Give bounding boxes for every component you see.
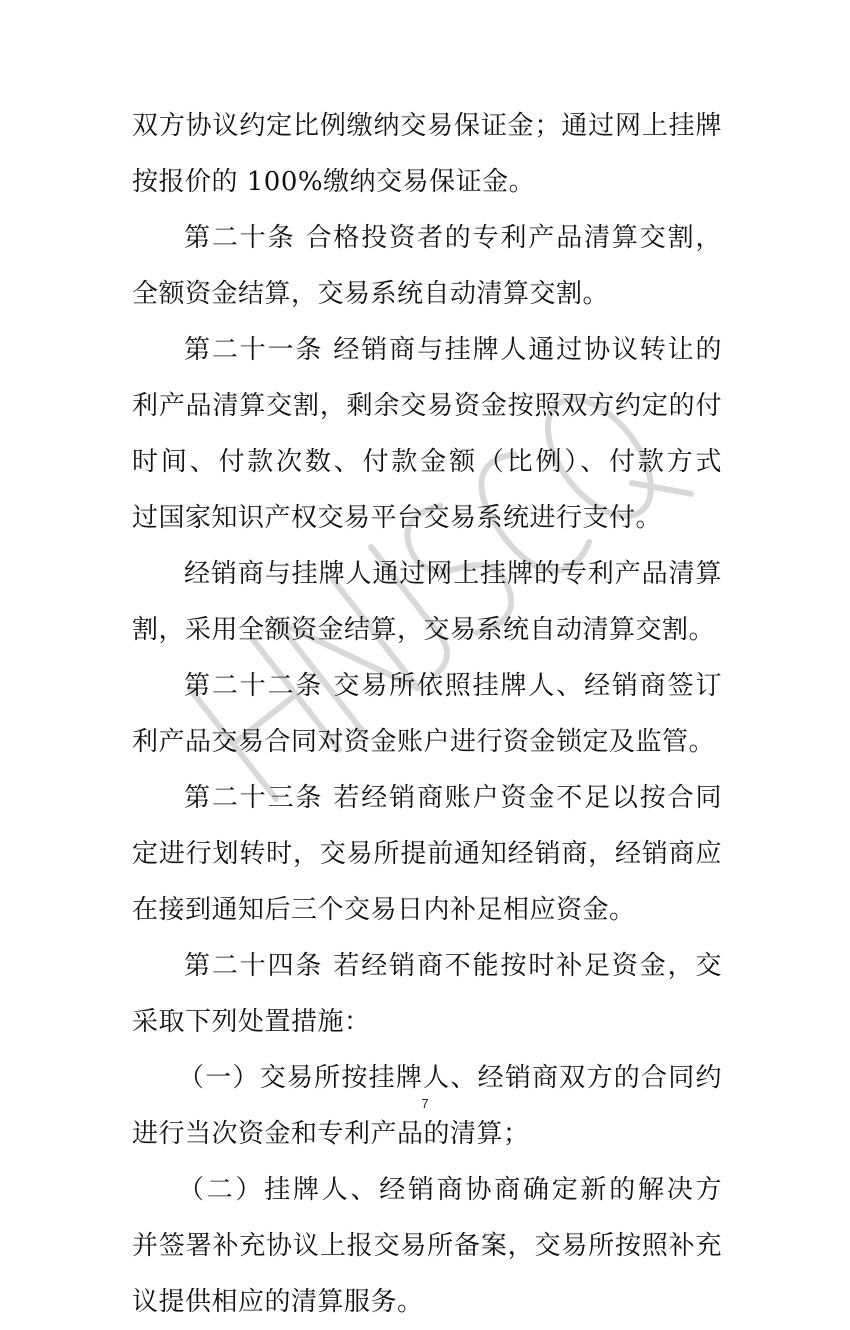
article-twenty-one-line: 第二十一条 经销商与挂牌人通过协议转让的 — [184, 335, 722, 365]
measure-one-line: （一）交易所按挂牌人、经销商双方的合同约 — [178, 1063, 722, 1093]
document-body — [132, 98, 722, 1330]
text-line: 经销商与挂牌人通过网上挂牌的专利产品清算 — [184, 559, 722, 589]
text-line: 利产品清算交割，剩余交易资金按照双方约定的付 — [132, 391, 722, 421]
text-line: 全额资金结算，交易系统自动清算交割。 — [132, 279, 610, 309]
measure-two-line: （二）挂牌人、经销商协商确定新的解决方 — [178, 1175, 722, 1205]
text-line: 割，采用全额资金结算，交易系统自动清算交割。 — [132, 615, 716, 645]
text-line: 过国家知识产权交易平台交易系统进行支付。 — [132, 503, 663, 533]
text-line: 在接到通知后三个交易日内补足相应资金。 — [132, 895, 636, 925]
article-twenty-line: 第二十条 合格投资者的专利产品清算交割， — [184, 223, 722, 253]
text-line: 采取下列处置措施： — [132, 1007, 371, 1037]
text-line: 并签署补充协议上报交易所备案，交易所按照补充 — [132, 1231, 722, 1261]
text-line: 议提供相应的清算服务。 — [132, 1287, 424, 1317]
text-line: 利产品交易合同对资金账户进行资金锁定及监管。 — [132, 727, 716, 757]
text-line: 进行当次资金和专利产品的清算； — [132, 1119, 530, 1149]
article-twenty-two-line: 第二十二条 交易所依照挂牌人、经销商签订 — [184, 671, 722, 701]
page-number: 7 — [421, 1096, 429, 1111]
article-twenty-three-line: 第二十三条 若经销商账户资金不足以按合同 — [184, 783, 722, 813]
text-line: 按报价的 100%缴纳交易保证金。 — [132, 167, 536, 197]
article-twenty-four-line: 第二十四条 若经销商不能按时补足资金，交 — [184, 951, 722, 981]
text-line: 定进行划转时，交易所提前通知经销商，经销商应 — [132, 839, 722, 869]
text-line: 时间、付款次数、付款金额（比例）、付款方式 — [132, 447, 722, 477]
text-line: 双方协议约定比例缴纳交易保证金；通过网上挂牌 — [132, 111, 722, 141]
